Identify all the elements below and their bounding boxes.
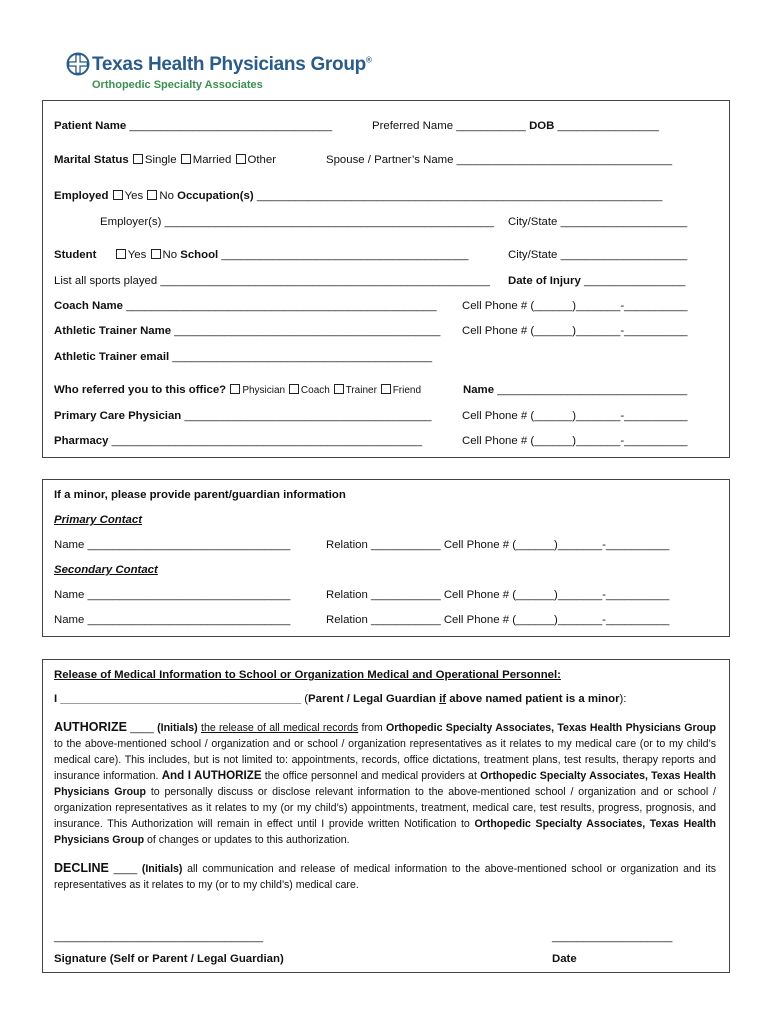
employed-no-checkbox[interactable] (147, 190, 157, 200)
secondary-name-label: Name (54, 589, 85, 601)
referred-label: Who referred you to this office? (54, 384, 227, 396)
minor-text: above named patient is a minor (449, 693, 620, 705)
coach-name-field[interactable]: _________________________________________________ (126, 300, 437, 312)
primary-cell-label: Cell Phone # (443, 539, 510, 551)
school-citystate-field[interactable]: ____________________ (560, 249, 688, 261)
employed-yes-checkbox[interactable] (113, 190, 123, 200)
secondary-relation-field[interactable]: ___________ (370, 589, 441, 601)
secondary-cell-field[interactable]: (______)_______-__________ (512, 589, 670, 601)
trainer-name-label: Athletic Trainer Name (54, 325, 172, 337)
authorize-initials-label: (Initials) (157, 722, 198, 734)
student-yes-label: Yes (127, 249, 147, 261)
physician-checkbox[interactable] (230, 384, 240, 394)
decline-initials-label: (Initials) (141, 863, 183, 875)
authorize-text-2: the office personnel and medical providers at (264, 770, 477, 782)
school-label: School (180, 249, 219, 261)
employed-yes-label: Yes (124, 190, 144, 202)
other-checkbox[interactable] (236, 154, 246, 164)
patient-name-label: Patient Name (54, 120, 127, 132)
decline-initials-field[interactable]: ____ (113, 863, 138, 875)
school-field[interactable]: _______________________________________ (221, 249, 469, 261)
other-label: Other (247, 154, 277, 166)
guardian-statement (54, 692, 626, 706)
referral-name-label: Name (463, 384, 495, 396)
coach-option-label: Coach (300, 385, 330, 396)
sports-field[interactable]: ____________________________________________________ (160, 275, 490, 287)
secondary2-name-field[interactable]: ________________________________ (87, 614, 291, 626)
friend-checkbox[interactable] (381, 384, 391, 394)
secondary2-relation-label: Relation (326, 614, 368, 626)
secondary2-name-label: Name (54, 614, 85, 626)
referral-row (54, 383, 421, 398)
student-row (54, 248, 468, 262)
org-name: Texas Health Physicians Group (92, 54, 366, 75)
preferred-name-label: Preferred Name (372, 120, 454, 132)
pharmacy-cell-label: Cell Phone # (462, 435, 528, 447)
marital-label: Marital Status (54, 154, 129, 166)
trainer-option-label: Trainer (345, 385, 377, 396)
authorize-initials-field[interactable]: ____ (130, 722, 154, 734)
secondary-cell-label: Cell Phone # (443, 589, 510, 601)
guardian-title: If a minor, please provide parent/guardian information (54, 489, 346, 501)
guardian-role-text: Parent / Legal Guardian (308, 693, 436, 705)
primary-contact-heading: Primary Contact (54, 514, 142, 526)
if-text: if (439, 693, 447, 705)
authorize-paragraph (54, 719, 716, 848)
org-tm: ® (365, 55, 372, 65)
patient-name-row (54, 119, 332, 133)
and-authorize-label: And I AUTHORIZE (161, 769, 262, 782)
pcp-cell-field[interactable]: (______)_______-__________ (530, 410, 688, 422)
married-label: Married (192, 154, 232, 166)
student-no-checkbox[interactable] (151, 249, 161, 259)
paren-open: ( (304, 693, 309, 705)
occupation-field[interactable]: ________________________________________________________________ (256, 190, 663, 202)
i-label: I (54, 693, 58, 705)
trainer-cell-label: Cell Phone # (462, 325, 528, 337)
coach-cell-label: Cell Phone # (462, 300, 528, 312)
secondary2-cell-field[interactable]: (______)_______-__________ (512, 614, 670, 626)
date-field[interactable]: ___________________ (552, 931, 673, 943)
release-title: Release of Medical Information to School or Organization Medical and Operational Personnel: (54, 669, 561, 681)
primary-relation-label: Relation (326, 539, 368, 551)
employer-citystate-field[interactable]: ____________________ (560, 216, 688, 228)
employer-citystate-label: City/State (508, 216, 558, 228)
employer-field[interactable]: ____________________________________________________ (164, 216, 494, 228)
sports-label: List all sports played (54, 275, 158, 287)
employed-row (54, 189, 662, 203)
release-records-text: the release of all medical records (201, 722, 359, 734)
pharmacy-cell-field[interactable]: (______)_______-__________ (530, 435, 688, 447)
org-subtitle: Orthopedic Specialty Associates (92, 79, 263, 91)
physician-label: Physician (242, 385, 286, 396)
trainer-email-field[interactable]: _________________________________________ (172, 351, 433, 363)
coach-checkbox[interactable] (289, 384, 299, 394)
from-text: from (361, 722, 383, 734)
secondary-name-field[interactable]: ________________________________ (87, 589, 291, 601)
authorize-text-4: of changes or updates to this authorization. (147, 834, 350, 846)
primary-relation-field[interactable]: ___________ (370, 539, 441, 551)
employed-label: Employed (54, 190, 109, 202)
authorize-text-1: to the above-mentioned school / organization and or school / organization representatives as it relates to my medical care (or to my child’s medical care). This includes, but is not limited to: appointments, records, office dictations, treatment plans, test results, therapy reports and insurance information. (54, 738, 716, 782)
occupation-label: Occupation(s) (177, 190, 254, 202)
secondary2-cell-label: Cell Phone # (443, 614, 510, 626)
trainer-name-field[interactable]: __________________________________________ (174, 325, 441, 337)
decline-text: all communication and release of medical information to the above-mentioned school or organization and its representatives as it relates to my (or to my child’s) medical care. (54, 863, 717, 891)
secondary2-relation-field[interactable]: ___________ (370, 614, 441, 626)
married-checkbox[interactable] (181, 154, 191, 164)
decline-label: DECLINE (54, 861, 109, 875)
trainer-cell-field[interactable]: (______)_______-__________ (530, 325, 688, 337)
decline-paragraph (54, 860, 716, 893)
employer-label: Employer(s) (100, 216, 162, 228)
logo-cross-icon (66, 52, 90, 76)
student-no-label: No (162, 249, 178, 261)
primary-cell-field[interactable]: (______)_______-__________ (512, 539, 670, 551)
practice-name-1: Orthopedic Specialty Associates, Texas Health Physicians Group (385, 722, 716, 734)
signature-field[interactable]: _________________________________ (54, 931, 264, 943)
signature-label: Signature (Self or Parent / Legal Guardian) (54, 953, 284, 965)
injury-date-field[interactable]: ________________ (583, 275, 686, 287)
dob-field[interactable]: ________________ (557, 120, 659, 132)
pcp-label: Primary Care Physician (54, 410, 182, 422)
student-yes-checkbox[interactable] (116, 249, 126, 259)
marital-row (54, 153, 276, 167)
primary-name-field[interactable]: ________________________________ (87, 539, 291, 551)
preferred-name-field[interactable]: ___________ (456, 120, 526, 132)
secondary-contact-heading: Secondary Contact (54, 564, 158, 576)
pharmacy-label: Pharmacy (54, 435, 109, 447)
practice-name-3: Orthopedic Specialty Associates, Texas Health Physicians Group (54, 818, 716, 846)
student-label: Student (54, 249, 97, 261)
patient-name-field[interactable]: ________________________________ (129, 120, 333, 132)
pharmacy-field[interactable]: _________________________________________________ (111, 435, 423, 447)
dob-label: DOB (529, 120, 555, 132)
school-citystate-label: City/State (508, 249, 558, 261)
authorize-label: AUTHORIZE (54, 720, 127, 734)
spouse-field[interactable]: __________________________________ (456, 154, 673, 166)
injury-date-label: Date of Injury (508, 275, 581, 287)
employed-no-label: No (159, 190, 174, 202)
date-label: Date (552, 953, 577, 965)
trainer-email-label: Athletic Trainer email (54, 351, 170, 363)
friend-label: Friend (392, 385, 422, 396)
coach-cell-field[interactable]: (______)_______-__________ (530, 300, 688, 312)
guardian-name-field[interactable]: ______________________________________ (60, 693, 302, 705)
coach-name-label: Coach Name (54, 300, 124, 312)
trainer-checkbox[interactable] (334, 384, 344, 394)
spouse-label: Spouse / Partner’s Name (326, 154, 454, 166)
authorize-text-3: to personally discuss or disclose relevant information to the above-mentioned school / organization and or school / organization representatives as it relates to my (or my child’s) appointments, treatment, medical care, test results, progress, prognosis, and insurance. This Authorization will remain in effect until I provide written Notification to (54, 786, 716, 830)
referral-name-field[interactable]: ______________________________ (497, 384, 688, 396)
paren-close: ): (619, 693, 627, 705)
single-label: Single (144, 154, 177, 166)
single-checkbox[interactable] (133, 154, 143, 164)
primary-name-label: Name (54, 539, 85, 551)
pcp-cell-label: Cell Phone # (462, 410, 528, 422)
pcp-field[interactable]: _______________________________________ (184, 410, 432, 422)
secondary-relation-label: Relation (326, 589, 368, 601)
practice-name-2: Orthopedic Specialty Associates, Texas Health Physicians Group (54, 770, 716, 798)
